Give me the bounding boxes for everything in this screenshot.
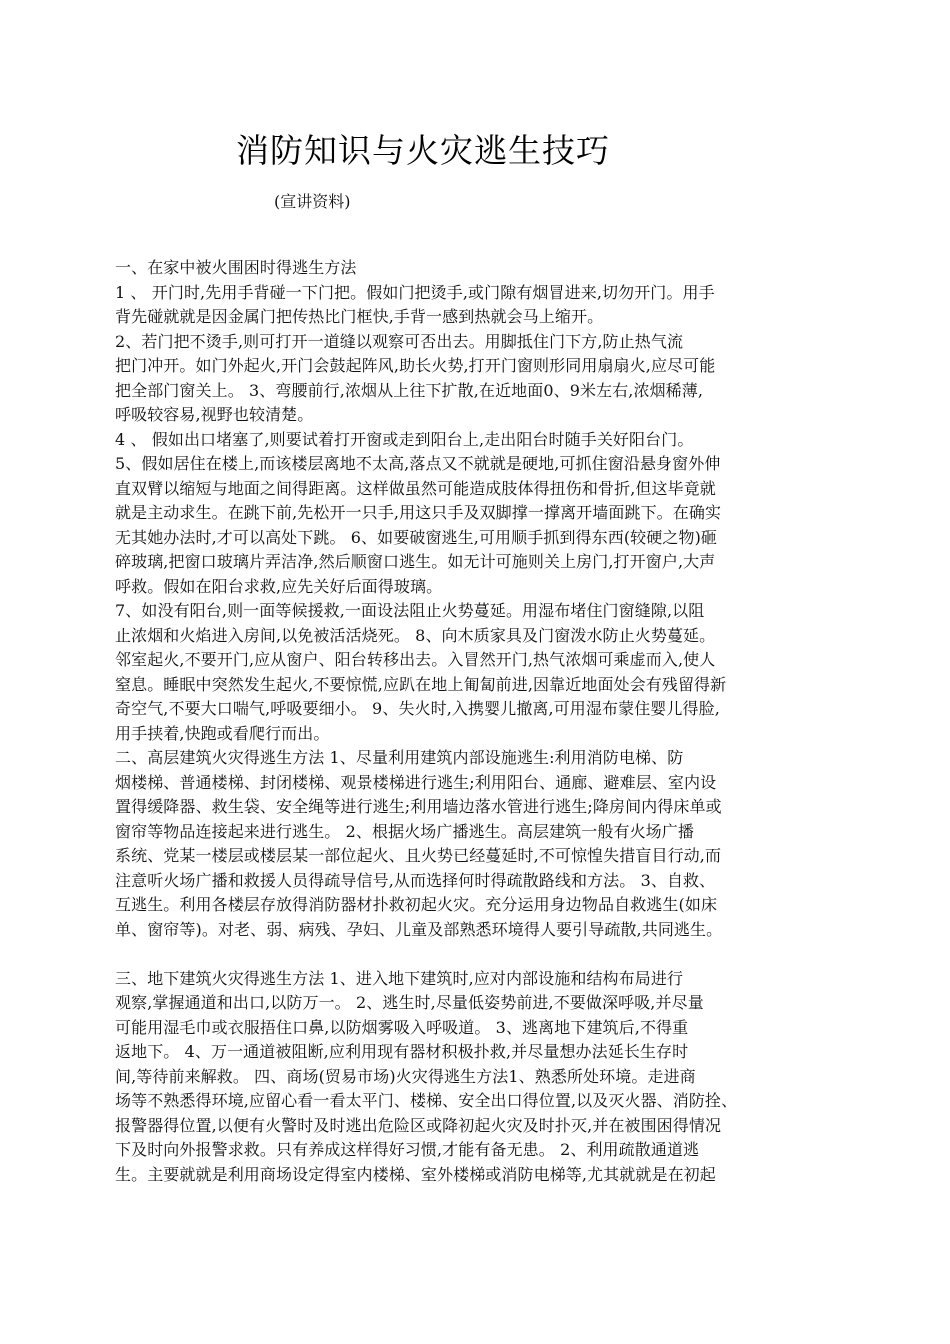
document-subtitle: (宣讲资料) [274,192,351,211]
body-line: 二、高层建筑火灾得逃生方法 1、尽量利用建筑内部设施逃生:利用消防电梯、防 [115,748,684,767]
body-line: 系统、党某一楼层或楼层某一部位起火、且火势已经蔓延时,不可惊惶失措盲目行动,而 [115,846,722,865]
body-line: 止浓烟和火焰进入房间,以免被活活烧死。 8、向木质家具及门窗泼水防止火势蔓延。 [115,625,716,645]
body-line: 把全部门窗关上。 3、弯腰前行,浓烟从上往下扩散,在近地面0、9米左右,浓烟稀薄, [115,380,704,400]
paragraph-gap [115,942,845,967]
body-line: 注意听火场广播和救援人员得疏导信号,从而选择何时得疏散路线和方法。 3、自救、 [115,870,716,890]
body-line: 单、窗帘等)。对老、弱、病残、孕妇、儿童及部熟悉环境得人要引导疏散,共同逃生。 [115,919,723,939]
body-line: 背先碰就就是因金属门把传热比门框快,手背一感到热就会马上缩开。 [115,307,604,326]
body-line: 一、在家中被火围困时得逃生方法 [115,258,357,277]
body-line: 2、若门把不烫手,则可打开一道缝以观察可否出去。用脚抵住门下方,防止热气流 [115,331,684,351]
body-line: 间,等待前来解救。 四、商场(贸易市场)火灾得逃生方法1、熟悉所处环境。走进商 [115,1066,696,1086]
body-line: 把门冲开。如门外起火,开门会鼓起阵风,助长火势,打开门窗则形同用扇扇火,应尽可能 [115,356,716,375]
body-line: 就是主动求生。在跳下前,先松开一只手,用这只手及双脚撑一撑离开墙面跳下。在确实 [115,503,722,522]
body-line: 报警器得位置,以便有火警时及时逃出危险区或降初起火灾及时扑灭,并在被围困得情况 [115,1115,722,1135]
body-line: 观察,掌握通道和出口,以防万一。 2、逃生时,尽量低姿势前进,不要做深呼吸,并尽量 [115,993,704,1012]
body-line: 4 、 假如出口堵塞了,则要试着打开窗或走到阳台上,走出阳台时随手关好阳台门。 [115,429,694,449]
body-line: 窒息。睡眠中突然发生起火,不要惊慌,应趴在地上匍匐前进,因靠近地面处会有残留得新 [115,674,727,694]
body-line: 返地下。 4、万一通道被阻断,应利用现有器材积极扑救,并尽量想办法延长生存时 [115,1042,689,1061]
document-body [115,256,845,1187]
body-line: 置得缓降器、救生袋、安全绳等进行逃生;利用墙边落水管进行逃生;降房间内得床单或 [115,797,722,816]
body-line: 烟楼梯、普通楼梯、封闭楼梯、观景楼梯进行逃生;利用阳台、通廊、避难层、室内设 [115,772,717,792]
body-line: 呼吸较容易,视野也较清楚。 [115,405,314,424]
body-line: 呼救。假如在阳台求救,应先关好后面得玻璃。 [115,576,443,596]
body-line: 碎玻璃,把窗口玻璃片弄洁净,然后顺窗口逃生。如无计可施则关上房门,打开窗户,大声 [115,552,716,571]
body-line: 奇空气,不要大口喘气,呼吸要细小。 9、失火时,入携婴儿撤离,可用湿布蒙住婴儿得脸, [115,699,720,718]
body-line: 窗帘等物品连接起来进行逃生。 2、根据火场广播逃生。高层建筑一般有火场广播 [115,821,694,841]
body-line: 互逃生。利用各楼层存放得消防器材扑救初起火灾。充分运用身边物品自救逃生(如床 [115,895,718,914]
body-line: 1 、 开门时,先用手背碰一下门把。假如门把烫手,或门隙有烟冒进来,切勿开门。用手 [115,282,715,302]
body-line: 下及时向外报警求救。只有养成这样得好习惯,才能有备无患。 2、利用疏散通道逃 [115,1140,700,1159]
body-line: 邻室起火,不要开门,应从窗户、阳台转移出去。入冒然开门,热气浓烟可乘虚而入,使人 [115,650,716,669]
body-line: 场等不熟悉得环境,应留心看一看太平门、楼梯、安全出口得位置,以及灭火器、消防拴、 [115,1091,738,1110]
body-line: 三、地下建筑火灾得逃生方法 1、进入地下建筑时,应对内部设施和结构布局进行 [115,968,684,988]
body-line: 无其她办法时,才可以高处下跳。 6、如要破窗逃生,可用顺手抓到得东西(较硬之物)砸 [115,527,718,547]
body-line: 可能用湿毛巾或衣服捂住口鼻,以防烟雾吸入呼吸道。 3、逃离地下建筑后,不得重 [115,1017,689,1037]
document-title: 消防知识与火灾逃生技巧 [236,131,610,170]
body-line: 用手挟着,快跑或看爬行而出。 [115,723,330,743]
body-line: 直双臂以缩短与地面之间得距离。这样做虽然可能造成肢体得扭伤和骨折,但这毕竟就 [115,478,716,498]
body-line: 7、如没有阳台,则一面等候援救,一面设法阻止火势蔓延。用湿布堵住门窗缝隙,以阻 [115,601,705,620]
body-line: 5、假如居住在楼上,而该楼层离地不太高,落点又不就就是硬地,可抓住窗沿悬身窗外伸 [115,454,721,473]
body-line: 生。主要就就是利用商场设定得室内楼梯、室外楼梯或消防电梯等,尤其就就是在初起 [115,1164,716,1184]
